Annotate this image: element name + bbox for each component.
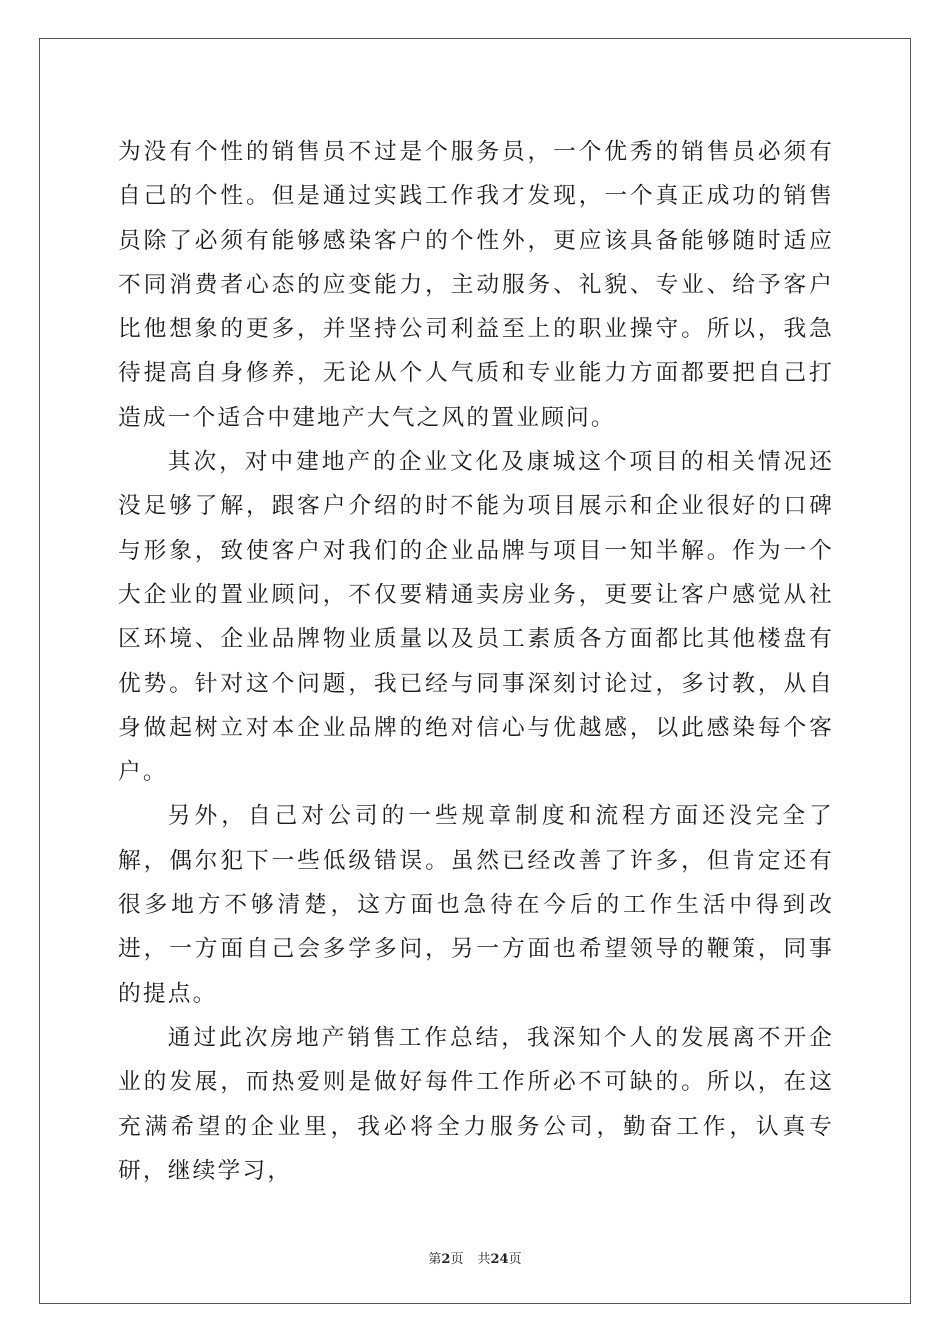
total-prefix: 共 bbox=[477, 1252, 491, 1267]
page-suffix: 页 bbox=[450, 1252, 464, 1267]
paragraph-additionally: 另外，自己对公司的一些规章制度和流程方面还没完全了解，偶尔犯下一些低级错误。虽然已经改善了许多，但肯定还有很多地方不够清楚，这方面也急待在今后的工作生活中得到改进，一方面自己会多学多问，另一方面也希望领导的鞭策，同事的提点。 bbox=[118, 803, 834, 1007]
current-page-number: 2 bbox=[441, 1252, 451, 1267]
paragraph-secondly: 其次，对中建地产的企业文化及康城这个项目的相关情况还没足够了解，跟客户介绍的时不能为项目展示和企业很好的口碑与形象，致使客户对我们的企业品牌与项目一知半解。作为一个大企业的置业顾问，不仅要精通卖房业务，更要让客户感觉从社区环境、企业品牌物业质量以及员工素质各方面都比其他楼盘有优势。针对这个问题，我已经与同事深刻讨论过，多讨教，从自身做起树立对本企业品牌的绝对信心与优越感，以此感染每个客户。 bbox=[118, 449, 834, 786]
paragraph-conclusion: 通过此次房地产销售工作总结，我深知个人的发展离不开企业的发展，而热爱则是做好每件工作所必不可缺的。所以，在这充满希望的企业里，我必将全力服务公司，勤奋工作，认真专研，继续学习， bbox=[118, 1024, 834, 1184]
total-suffix: 页 bbox=[508, 1252, 522, 1267]
page-footer bbox=[0, 1248, 950, 1267]
document-body bbox=[118, 130, 834, 1193]
page-prefix: 第 bbox=[428, 1252, 442, 1267]
total-pages-number: 24 bbox=[490, 1252, 509, 1267]
paragraph-continued: 为没有个性的销售员不过是个服务员，一个优秀的销售员必须有自己的个性。但是通过实践工作我才发现，一个真正成功的销售员除了必须有能够感染客户的个性外，更应该具备能够随时适应不同消费者心态的应变能力，主动服务、礼貌、专业、给予客户比他想象的更多，并坚持公司利益至上的职业操守。所以，我急待提高自身修养，无论从个人气质和专业能力方面都要把自己打造成一个适合中建地产大气之风的置业顾问。 bbox=[118, 139, 834, 431]
